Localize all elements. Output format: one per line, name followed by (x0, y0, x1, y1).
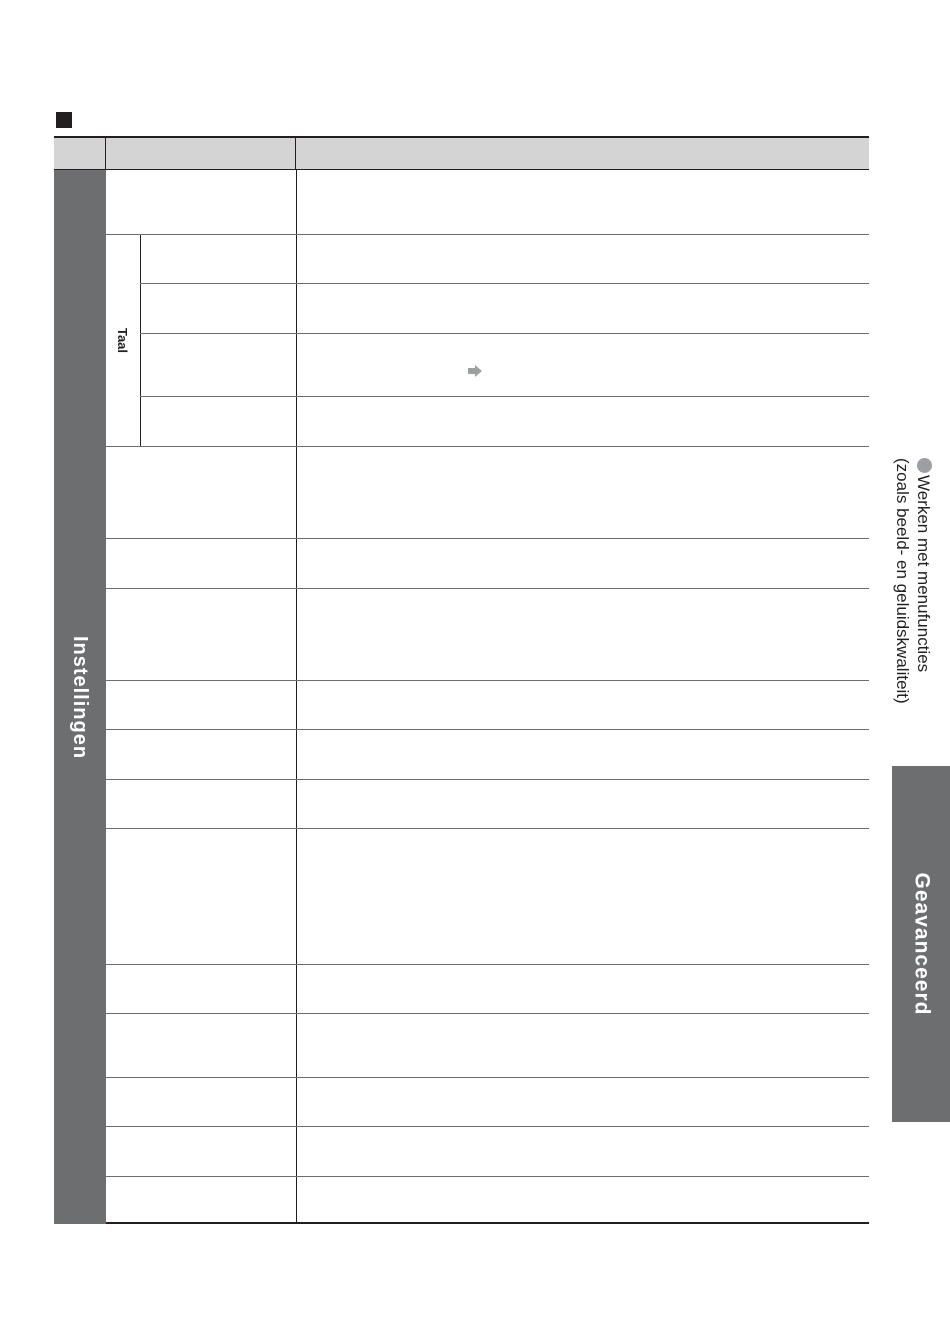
header-cell-description (296, 138, 869, 170)
row-divider (140, 396, 869, 397)
row-divider (106, 1013, 869, 1014)
row-divider (106, 1077, 869, 1078)
row-divider (106, 964, 869, 965)
instellingen-column (54, 170, 106, 1224)
row-divider (106, 588, 869, 589)
row-divider (106, 234, 869, 235)
header-cell-group (54, 138, 106, 170)
note-line-2: (zoals beeld- en geluidskwaliteit) (893, 458, 912, 704)
row-divider (106, 828, 869, 829)
note-line-1-text: Werken met menufuncties (914, 475, 933, 673)
section-square-icon (56, 112, 72, 128)
arrow-right-icon (468, 365, 482, 377)
row-divider (106, 729, 869, 730)
settings-table (54, 136, 869, 1224)
column-divider-item (296, 170, 297, 1224)
row-divider (106, 779, 869, 780)
row-divider (106, 680, 869, 681)
geavanceerd-label: Geavanceerd (910, 872, 934, 1016)
instellingen-label: Instellingen (69, 635, 92, 759)
taal-label: Taal (115, 327, 131, 353)
row-divider (106, 1176, 869, 1177)
note-line-1 (913, 458, 934, 758)
row-divider (140, 283, 869, 284)
row-divider (140, 333, 869, 334)
column-divider-taal (140, 234, 141, 446)
row-divider (106, 446, 869, 447)
section-tab (892, 766, 950, 1122)
section-note (884, 458, 934, 758)
taal-group (106, 234, 140, 446)
row-divider (106, 538, 869, 539)
header-cell-item (106, 138, 296, 170)
row-divider (106, 1126, 869, 1127)
bullet-dot-icon (917, 458, 932, 473)
